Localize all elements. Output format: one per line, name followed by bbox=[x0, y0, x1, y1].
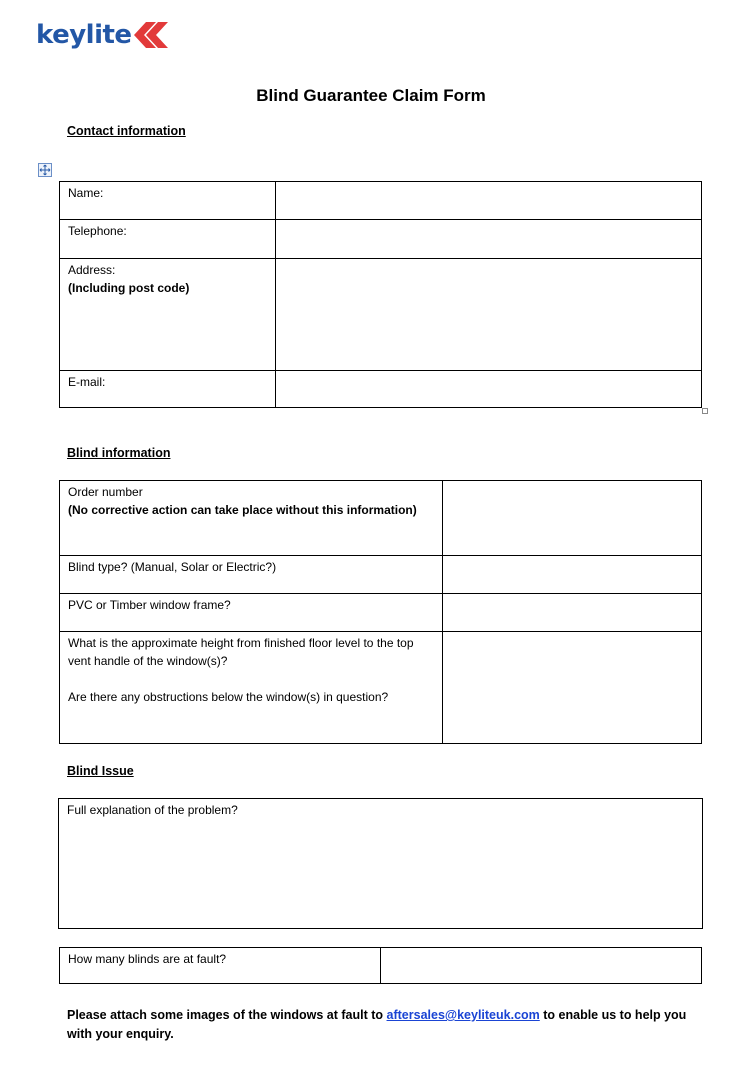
count-label: How many blinds are at fault? bbox=[68, 952, 227, 966]
name-label: Name: bbox=[68, 186, 104, 200]
frame-field[interactable] bbox=[443, 594, 702, 632]
obstruction-label: Are there any obstructions below the window(s) in question? bbox=[68, 690, 389, 704]
telephone-field[interactable] bbox=[276, 220, 702, 259]
telephone-label: Telephone: bbox=[68, 224, 127, 238]
table-resize-handle[interactable] bbox=[702, 408, 708, 414]
address-note: (Including post code) bbox=[68, 281, 190, 295]
logo-chevron-icon bbox=[132, 22, 170, 48]
footer-text-after: to enable us to help you with your enquiry. bbox=[67, 1008, 687, 1041]
footer-note bbox=[67, 1006, 707, 1044]
height-field[interactable] bbox=[443, 632, 702, 744]
frame-label: PVC or Timber window frame? bbox=[68, 598, 231, 612]
address-label-cell bbox=[60, 259, 276, 371]
contact-table bbox=[59, 181, 702, 408]
email-field[interactable] bbox=[276, 371, 702, 408]
logo-text: keylite bbox=[36, 20, 132, 50]
order-label-cell bbox=[60, 481, 443, 556]
frame-label-cell bbox=[60, 594, 443, 632]
name-field[interactable] bbox=[276, 182, 702, 220]
type-field[interactable] bbox=[443, 556, 702, 594]
explanation-field[interactable] bbox=[59, 799, 703, 929]
explanation-label: Full explanation of the problem? bbox=[67, 803, 238, 817]
footer-text-before: Please attach some images of the windows at fault to bbox=[67, 1008, 387, 1022]
explanation-table bbox=[58, 798, 703, 929]
order-note: (No corrective action can take place without this information) bbox=[68, 503, 417, 517]
name-label-cell bbox=[60, 182, 276, 220]
page-title: Blind Guarantee Claim Form bbox=[256, 86, 486, 105]
height-label-cell bbox=[60, 632, 443, 744]
type-label: Blind type? (Manual, Solar or Electric?) bbox=[68, 560, 277, 574]
order-field[interactable] bbox=[443, 481, 702, 556]
keylite-logo bbox=[36, 18, 172, 52]
aftersales-email-link[interactable]: aftersales@keyliteuk.com bbox=[386, 1008, 540, 1022]
table-move-handle-icon[interactable] bbox=[38, 163, 52, 177]
email-label: E-mail: bbox=[68, 375, 106, 389]
blind-table bbox=[59, 480, 702, 744]
count-table bbox=[59, 947, 702, 984]
address-label: Address: bbox=[68, 263, 116, 277]
telephone-label-cell bbox=[60, 220, 276, 259]
height-label: What is the approximate height from finished floor level to the top vent handle of the window(s)? bbox=[68, 636, 414, 668]
address-field[interactable] bbox=[276, 259, 702, 371]
email-label-cell bbox=[60, 371, 276, 408]
count-field[interactable] bbox=[381, 948, 702, 984]
type-label-cell bbox=[60, 556, 443, 594]
contact-heading: Contact information bbox=[67, 124, 186, 138]
issue-heading: Blind Issue bbox=[67, 764, 134, 778]
blind-heading: Blind information bbox=[67, 446, 171, 460]
count-label-cell bbox=[60, 948, 381, 984]
order-label: Order number bbox=[68, 485, 143, 499]
